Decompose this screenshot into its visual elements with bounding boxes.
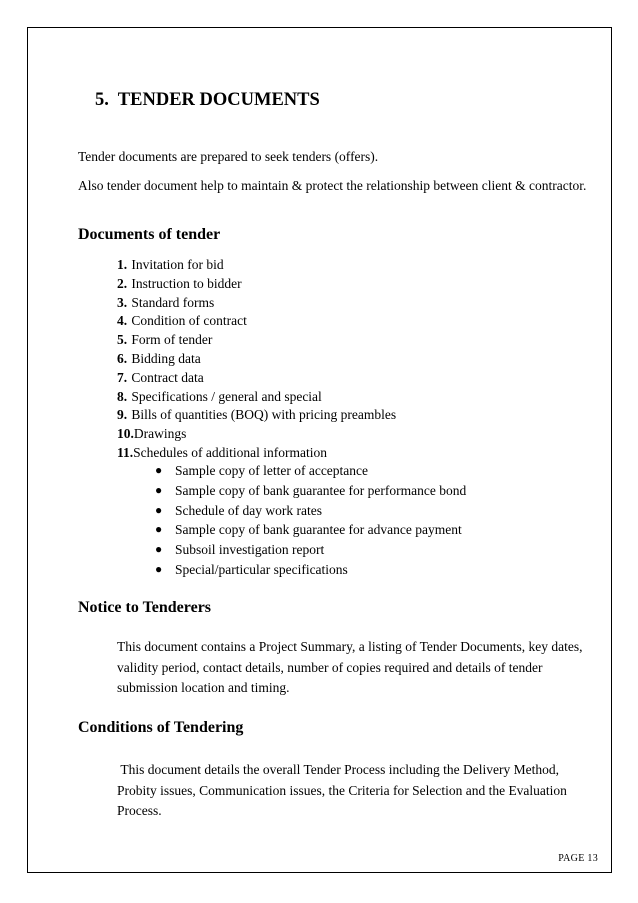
list-item: 5. Form of tender [117,332,213,348]
section-title [95,90,320,111]
list-item: 10.Drawings [117,426,187,442]
notice-heading: Notice to Tenderers [78,599,212,616]
bullet-item: ● Sample copy of bank guarantee for advance payment [155,520,575,540]
conditions-paragraph: This document details the overall Tender Process including the Delivery Method, Probity issues, Communication issues, the Criteria for Selection and the Evaluation Process. [117,762,571,818]
list-item: 11.Schedules of additional information [117,444,327,460]
list-item: 1. Invitation for bid [117,257,224,272]
bullet-item: ● Schedule of day work rates [155,501,575,521]
notice-paragraph: This document contains a Project Summary, a listing of Tender Documents, key dates, validity period, contact details, number of copies required and details of tender submission location and timing. [117,639,583,695]
bullet-icon: ● [155,542,163,557]
conditions-heading: Conditions of Tendering [78,719,244,736]
list-item: 3. Standard forms [117,294,215,310]
intro-paragraph-1: Tender documents are prepared to seek tenders (offers). [78,149,379,164]
section-title-text: TENDER DOCUMENTS [117,90,320,110]
bullet-item: ● Special/particular specifications [155,560,575,580]
list-item: 6. Bidding data [117,350,201,366]
list-item: 9. Bills of quantities (BOQ) with pricing preambles [117,407,397,423]
bullet-icon: ● [155,482,163,497]
documents-list [117,256,537,463]
bullet-item: ● Sample copy of bank guarantee for performance bond [155,481,575,501]
list-item: 2. Instruction to bidder [117,275,242,291]
bullet-icon: ● [155,522,163,537]
intro-paragraph-2: Also tender document help to maintain & protect the relationship between client & contractor. [78,178,587,193]
bullet-icon: ● [155,463,163,477]
additional-information-list [155,461,575,580]
list-item: 4. Condition of contract [117,313,247,329]
section-number: 5. [95,90,109,110]
page-number: PAGE 13 [558,853,598,864]
list-item: 7. Contract data [117,369,204,385]
documents-heading: Documents of tender [78,226,221,243]
bullet-item: ● Sample copy of letter of acceptance [155,461,575,481]
bullet-icon: ● [155,502,163,517]
bullet-item: ● Subsoil investigation report [155,540,575,560]
list-item: 8. Specifications / general and special [117,388,322,404]
bullet-icon: ● [155,561,163,576]
